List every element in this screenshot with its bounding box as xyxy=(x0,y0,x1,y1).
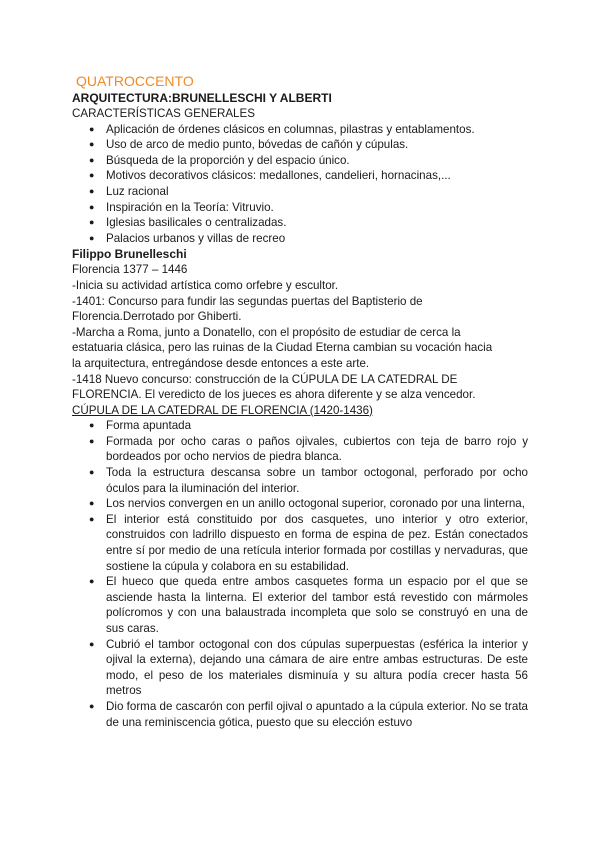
general-list xyxy=(72,122,528,247)
bio-line: Florencia.Derrotado por Ghiberti. xyxy=(72,310,242,324)
list-item: ● Luz racional xyxy=(72,184,528,200)
list-item: ● Formada por ocho caras o paños ojivales, cubiertos con teja de barro rojo y bordeados por ocho nervios de piedra blanca. xyxy=(72,434,528,465)
bio-line: -Inicia su actividad artística como orfebre y escultor. xyxy=(72,278,339,292)
bio-line: -Marcha a Roma, junto a Donatello, con el propósito de estudiar de cerca la xyxy=(72,325,461,339)
section-heading: ARQUITECTURA:BRUNELLESCHI Y ALBERTI xyxy=(72,91,332,105)
bio-line: -1418 Nuevo concurso: construcción de la CÚPULA DE LA CATEDRAL DE xyxy=(72,372,458,386)
list-item: ● Los nervios convergen en un anillo octogonal superior, coronado por una linterna, xyxy=(72,496,528,512)
list-item: ● Forma apuntada xyxy=(72,418,528,434)
bio-line: estatuaria clásica, pero las ruinas de la Ciudad Eterna cambian su vocación hacia xyxy=(72,341,493,355)
bio-line: -1401: Concurso para fundir las segundas puertas del Baptisterio de xyxy=(72,294,423,308)
artist-dates: Florencia 1377 – 1446 xyxy=(72,263,188,277)
list-item: ● El interior está constituido por dos casquetes, uno interior y otro exterior, construidos con ladrillo dispuesto en forma de espina de pez. Están conectados entre sí por medio de una retícula interior formada por costillas y nervaduras, que sostiene la cúpula y colabora en su estabilidad. xyxy=(72,512,528,574)
list-item: ● Iglesias basilicales o centralizadas. xyxy=(72,215,528,231)
list-item: ● Uso de arco de medio punto, bóvedas de cañón y cúpulas. xyxy=(72,137,528,153)
list-item: ● Inspiración en la Teoría: Vitruvio. xyxy=(72,200,528,216)
list-item: ● Búsqueda de la proporción y del espacio único. xyxy=(72,153,528,169)
dome-heading: CÚPULA DE LA CATEDRAL DE FLORENCIA (1420-1436) xyxy=(72,403,373,417)
dome-list xyxy=(72,418,528,730)
list-item: ● Aplicación de órdenes clásicos en columnas, pilastras y entablamentos. xyxy=(72,122,528,138)
bio-line: FLORENCIA. El veredicto de los jueces es ahora diferente y se alza vencedor. xyxy=(72,388,476,402)
bio-line: la arquitectura, entregándose desde entonces a este arte. xyxy=(72,356,370,370)
list-item: ● Palacios urbanos y villas de recreo xyxy=(72,231,528,247)
list-item: ● Dio forma de cascarón con perfil ojival o apuntado a la cúpula exterior. No se trata de una reminiscencia gótica, puesto que su elección estuvo xyxy=(72,699,528,730)
document-title: QUATROCCENTO xyxy=(76,73,194,89)
list-item: ● Motivos decorativos clásicos: medallones, candelieri, hornacinas,... xyxy=(72,168,528,184)
biography xyxy=(72,278,528,403)
list-item: ● Toda la estructura descansa sobre un tambor octogonal, perforado por ocho óculos para la iluminación del interior. xyxy=(72,465,528,496)
list-item: ● El hueco que queda entre ambos casquetes forma un espacio por el que se asciende hasta la linterna. El exterior del tambor está revestido con mármoles polícromos y con una balaustrada incompleta que solo se construyó en una de sus caras. xyxy=(72,574,528,636)
general-heading: CARACTERÍSTICAS GENERALES xyxy=(72,107,255,120)
page-content xyxy=(72,72,528,730)
artist-name: Filippo Brunelleschi xyxy=(72,247,187,262)
list-item: ● Cubrió el tambor octogonal con dos cúpulas superpuestas (esférica la interior y ojival la externa), dejando una cámara de aire entre ambas estructuras. De este modo, el peso de los materiales disminuía y su altura podía crecer hasta 56 metros xyxy=(72,637,528,699)
